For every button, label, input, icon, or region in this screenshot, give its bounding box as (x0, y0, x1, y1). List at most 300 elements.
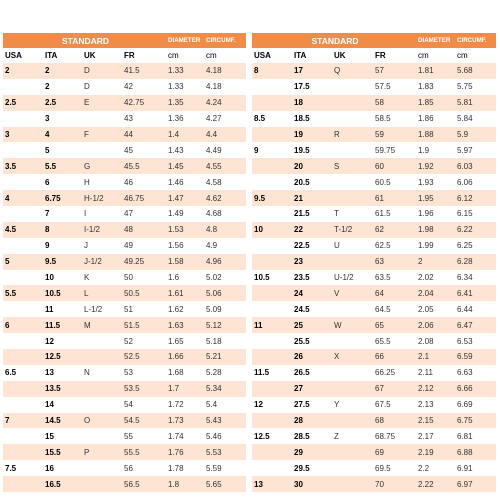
table-row (3, 254, 246, 270)
fr-size-cell: 42.75 (122, 95, 166, 111)
circumference-cm-cell: 5.4 (204, 397, 246, 413)
ita-size-cell: 25.5 (292, 333, 332, 349)
usa-size-cell (252, 460, 292, 476)
uk-size-cell (332, 95, 373, 111)
fr-size-cell: 65 (373, 317, 416, 333)
circumference-cm-cell: 6.69 (455, 397, 496, 413)
diameter-cm-cell: 1.33 (166, 79, 204, 95)
circumference-cm-cell: 4.68 (204, 206, 246, 222)
fr-size-cell: 59.75 (373, 142, 416, 158)
ita-size-cell: 3 (43, 111, 82, 127)
table-row (3, 174, 246, 190)
table-row (252, 254, 496, 270)
usa-size-cell (252, 285, 292, 301)
ita-size-cell: 27 (292, 381, 332, 397)
usa-size-cell: 3 (3, 127, 43, 143)
uk-size-cell (332, 190, 373, 206)
uk-size-cell: J (82, 238, 122, 254)
table-row (252, 333, 496, 349)
table-row (3, 349, 246, 365)
diameter-cm-cell: 1.8 (166, 476, 204, 492)
table-row (252, 413, 496, 429)
uk-size-cell: D (82, 79, 122, 95)
uk-size-cell (332, 142, 373, 158)
usa-size-cell (3, 397, 43, 413)
diameter-cm-cell: 1.73 (166, 413, 204, 429)
table-row (3, 444, 246, 460)
ita-size-cell: 15 (43, 428, 82, 444)
fr-size-cell: 66 (373, 349, 416, 365)
circumference-cm-cell: 6.34 (455, 270, 496, 286)
circumference-cm-cell: 4.62 (204, 190, 246, 206)
diameter-cm-cell: 2.02 (416, 270, 455, 286)
circumference-cm-cell: 5.46 (204, 428, 246, 444)
diameter-cm-cell: 1.35 (166, 95, 204, 111)
diameter-cm-cell: 1.4 (166, 127, 204, 143)
table-row (252, 142, 496, 158)
diameter-cm-cell: 1.46 (166, 174, 204, 190)
usa-size-cell (3, 333, 43, 349)
uk-size-cell (82, 476, 122, 492)
table-row (3, 206, 246, 222)
table-row (252, 111, 496, 127)
table-row (252, 95, 496, 111)
circumference-cm-cell: 5.06 (204, 285, 246, 301)
uk-size-cell (332, 381, 373, 397)
table-row (3, 222, 246, 238)
table-row (252, 79, 496, 95)
circumference-cm-cell: 5.84 (455, 111, 496, 127)
ita-size-cell: 2 (43, 79, 82, 95)
usa-size-cell (3, 142, 43, 158)
ita-size-cell: 19.5 (292, 142, 332, 158)
fr-size-cell: 61 (373, 190, 416, 206)
uk-size-cell: Y (332, 397, 373, 413)
circumference-cm-cell: 4.24 (204, 95, 246, 111)
uk-size-cell: N (82, 365, 122, 381)
usa-size-cell (3, 238, 43, 254)
fr-size-cell: 41.5 (122, 63, 166, 79)
circumference-cm-cell: 5.53 (204, 444, 246, 460)
circumference-cm-cell: 5.12 (204, 317, 246, 333)
usa-size-cell (252, 95, 292, 111)
usa-size-cell (3, 381, 43, 397)
uk-size-cell (82, 428, 122, 444)
usa-size-cell: 12.5 (252, 428, 292, 444)
uk-size-cell: O (82, 413, 122, 429)
usa-size-cell (252, 127, 292, 143)
diameter-cm-cell: 1.62 (166, 301, 204, 317)
ita-size-cell: 2.5 (43, 95, 82, 111)
circumference-cm-cell: 6.91 (455, 460, 496, 476)
fr-size-cell: 69.5 (373, 460, 416, 476)
usa-size-cell: 12 (252, 397, 292, 413)
circumference-cm-cell: 6.66 (455, 381, 496, 397)
uk-size-cell (82, 111, 122, 127)
fr-size-cell: 54.5 (122, 413, 166, 429)
fr-size-cell: 51 (122, 301, 166, 317)
circumference-cm-cell: 5.18 (204, 333, 246, 349)
usa-size-cell: 11 (252, 317, 292, 333)
fr-size-cell: 56.5 (122, 476, 166, 492)
diameter-cm-cell: 1.98 (416, 222, 455, 238)
diameter-cm-cell: 1.58 (166, 254, 204, 270)
table-row (252, 270, 496, 286)
ita-size-cell: 16.5 (43, 476, 82, 492)
usa-size-cell: 8.5 (252, 111, 292, 127)
ita-size-cell: 20.5 (292, 174, 332, 190)
fr-size-cell: 44 (122, 127, 166, 143)
fr-size-cell: 46.75 (122, 190, 166, 206)
uk-size-cell: J-1/2 (82, 254, 122, 270)
ita-size-cell: 14 (43, 397, 82, 413)
ita-size-cell: 24.5 (292, 301, 332, 317)
diameter-cm-cell: 1.53 (166, 222, 204, 238)
ita-size-cell: 19 (292, 127, 332, 143)
usa-size-cell (3, 428, 43, 444)
diameter-cm-cell: 1.78 (166, 460, 204, 476)
table-row (3, 301, 246, 317)
table-row (3, 79, 246, 95)
diameter-cm-cell: 1.56 (166, 238, 204, 254)
usa-size-cell: 8 (252, 63, 292, 79)
col-uk-header: UK (82, 48, 122, 63)
usa-size-cell: 7.5 (3, 460, 43, 476)
table-row (3, 333, 246, 349)
fr-size-cell: 50.5 (122, 285, 166, 301)
diameter-cm-cell: 2.15 (416, 413, 455, 429)
uk-size-cell (332, 254, 373, 270)
usa-size-cell (3, 476, 43, 492)
table-row (3, 270, 246, 286)
circumference-cm-cell: 4.8 (204, 222, 246, 238)
circumference-cm-cell: 6.28 (455, 254, 496, 270)
circumference-cm-cell: 6.53 (455, 333, 496, 349)
usa-size-cell: 9.5 (252, 190, 292, 206)
uk-size-cell: V (332, 285, 373, 301)
uk-size-cell: H-1/2 (82, 190, 122, 206)
fr-size-cell: 62 (373, 222, 416, 238)
diameter-cm-cell: 1.96 (416, 206, 455, 222)
fr-size-cell: 46 (122, 174, 166, 190)
table-row (252, 317, 496, 333)
ita-size-cell: 22.5 (292, 238, 332, 254)
table-row (252, 460, 496, 476)
circumference-cm-cell: 6.88 (455, 444, 496, 460)
uk-size-cell: S (332, 158, 373, 174)
col-fr-header: FR (373, 48, 416, 63)
circumference-cm-cell: 6.47 (455, 317, 496, 333)
uk-size-cell (332, 476, 373, 492)
circumference-cm-cell: 6.15 (455, 206, 496, 222)
usa-size-cell: 2 (3, 63, 43, 79)
circumference-header: CIRCUMF. (455, 33, 496, 48)
table-row (3, 238, 246, 254)
ita-size-cell: 20 (292, 158, 332, 174)
uk-size-cell: I (82, 206, 122, 222)
diameter-cm-cell: 2.19 (416, 444, 455, 460)
standard-header: STANDARD (3, 33, 166, 48)
usa-size-cell: 4 (3, 190, 43, 206)
size-table-left-body (3, 63, 246, 492)
diameter-cm-cell: 1.66 (166, 349, 204, 365)
usa-size-cell: 13 (252, 476, 292, 492)
usa-size-cell (3, 270, 43, 286)
fr-size-cell: 47 (122, 206, 166, 222)
ita-size-cell: 2 (43, 63, 82, 79)
circumference-cm-cell: 5.65 (204, 476, 246, 492)
uk-size-cell (332, 301, 373, 317)
fr-size-cell: 57 (373, 63, 416, 79)
ita-size-cell: 26.5 (292, 365, 332, 381)
fr-size-cell: 54 (122, 397, 166, 413)
usa-size-cell (3, 174, 43, 190)
table-header-column-row (3, 48, 246, 63)
ita-size-cell: 23 (292, 254, 332, 270)
usa-size-cell: 10.5 (252, 270, 292, 286)
fr-size-cell: 64.5 (373, 301, 416, 317)
col-diameter-unit: cm (416, 48, 455, 63)
fr-size-cell: 51.5 (122, 317, 166, 333)
table-row (252, 301, 496, 317)
table-header-group-row (3, 33, 246, 48)
table-row (252, 238, 496, 254)
circumference-cm-cell: 5.59 (204, 460, 246, 476)
usa-size-cell (252, 349, 292, 365)
table-row (3, 413, 246, 429)
uk-size-cell: T (332, 206, 373, 222)
table-row (252, 349, 496, 365)
uk-size-cell (332, 444, 373, 460)
usa-size-cell: 5 (3, 254, 43, 270)
table-row (252, 127, 496, 143)
col-ita-header: ITA (292, 48, 332, 63)
uk-size-cell (82, 397, 122, 413)
diameter-cm-cell: 1.7 (166, 381, 204, 397)
diameter-cm-cell: 2.04 (416, 285, 455, 301)
circumference-cm-cell: 4.96 (204, 254, 246, 270)
diameter-cm-cell: 2 (416, 254, 455, 270)
diameter-cm-cell: 1.99 (416, 238, 455, 254)
diameter-cm-cell: 1.68 (166, 365, 204, 381)
col-diameter-unit: cm (166, 48, 204, 63)
uk-size-cell (332, 174, 373, 190)
ita-size-cell: 18 (292, 95, 332, 111)
circumference-cm-cell: 6.25 (455, 238, 496, 254)
col-fr-header: FR (122, 48, 166, 63)
diameter-cm-cell: 2.22 (416, 476, 455, 492)
usa-size-cell: 2.5 (3, 95, 43, 111)
circumference-cm-cell: 5.97 (455, 142, 496, 158)
ita-size-cell: 11.5 (43, 317, 82, 333)
usa-size-cell (252, 79, 292, 95)
fr-size-cell: 63 (373, 254, 416, 270)
table-row (252, 397, 496, 413)
table-row (3, 460, 246, 476)
circumference-cm-cell: 5.43 (204, 413, 246, 429)
circumference-cm-cell: 4.27 (204, 111, 246, 127)
ita-size-cell: 28 (292, 413, 332, 429)
table-row (3, 365, 246, 381)
fr-size-cell: 60.5 (373, 174, 416, 190)
ita-size-cell: 27.5 (292, 397, 332, 413)
diameter-cm-cell: 2.11 (416, 365, 455, 381)
diameter-cm-cell: 1.47 (166, 190, 204, 206)
circumference-cm-cell: 5.28 (204, 365, 246, 381)
uk-size-cell: G (82, 158, 122, 174)
uk-size-cell: W (332, 317, 373, 333)
col-circumference-unit: cm (455, 48, 496, 63)
ita-size-cell: 13.5 (43, 381, 82, 397)
ita-size-cell: 17.5 (292, 79, 332, 95)
usa-size-cell (252, 158, 292, 174)
circumference-cm-cell: 5.09 (204, 301, 246, 317)
diameter-cm-cell: 1.61 (166, 285, 204, 301)
table-row (252, 158, 496, 174)
fr-size-cell: 67 (373, 381, 416, 397)
diameter-cm-cell: 1.43 (166, 142, 204, 158)
diameter-cm-cell: 1.85 (416, 95, 455, 111)
usa-size-cell: 7 (3, 413, 43, 429)
ita-size-cell: 24 (292, 285, 332, 301)
diameter-cm-cell: 1.49 (166, 206, 204, 222)
uk-size-cell (82, 333, 122, 349)
fr-size-cell: 59 (373, 127, 416, 143)
usa-size-cell (3, 349, 43, 365)
uk-size-cell (332, 460, 373, 476)
table-row (252, 381, 496, 397)
ita-size-cell: 15.5 (43, 444, 82, 460)
usa-size-cell (3, 206, 43, 222)
table-row (3, 127, 246, 143)
fr-size-cell: 70 (373, 476, 416, 492)
table-row (3, 111, 246, 127)
table-row (252, 428, 496, 444)
circumference-cm-cell: 4.58 (204, 174, 246, 190)
diameter-cm-cell: 1.36 (166, 111, 204, 127)
usa-size-cell (252, 174, 292, 190)
circumference-cm-cell: 4.9 (204, 238, 246, 254)
circumference-cm-cell: 4.4 (204, 127, 246, 143)
ita-size-cell: 25 (292, 317, 332, 333)
diameter-cm-cell: 2.08 (416, 333, 455, 349)
ita-size-cell: 29 (292, 444, 332, 460)
fr-size-cell: 42 (122, 79, 166, 95)
table-row (252, 285, 496, 301)
circumference-cm-cell: 5.75 (455, 79, 496, 95)
table-row (3, 95, 246, 111)
table-row (3, 317, 246, 333)
uk-size-cell: R (332, 127, 373, 143)
circumference-cm-cell: 6.63 (455, 365, 496, 381)
fr-size-cell: 68 (373, 413, 416, 429)
ita-size-cell: 11 (43, 301, 82, 317)
ita-size-cell: 8 (43, 222, 82, 238)
circumference-cm-cell: 6.03 (455, 158, 496, 174)
table-row (252, 444, 496, 460)
diameter-header: DIAMETER (166, 33, 204, 48)
diameter-cm-cell: 1.93 (416, 174, 455, 190)
uk-size-cell: D (82, 63, 122, 79)
fr-size-cell: 52 (122, 333, 166, 349)
diameter-cm-cell: 1.63 (166, 317, 204, 333)
ita-size-cell: 12.5 (43, 349, 82, 365)
uk-size-cell: U-1/2 (332, 270, 373, 286)
diameter-cm-cell: 1.95 (416, 190, 455, 206)
uk-size-cell: E (82, 95, 122, 111)
ita-size-cell: 9 (43, 238, 82, 254)
table-row (252, 63, 496, 79)
diameter-cm-cell: 1.65 (166, 333, 204, 349)
fr-size-cell: 45.5 (122, 158, 166, 174)
ita-size-cell: 22 (292, 222, 332, 238)
table-row (3, 397, 246, 413)
fr-size-cell: 58.5 (373, 111, 416, 127)
fr-size-cell: 66.25 (373, 365, 416, 381)
diameter-cm-cell: 2.12 (416, 381, 455, 397)
size-table-right (252, 33, 496, 492)
uk-size-cell (82, 381, 122, 397)
fr-size-cell: 50 (122, 270, 166, 286)
ita-size-cell: 18.5 (292, 111, 332, 127)
uk-size-cell (332, 413, 373, 429)
uk-size-cell: L (82, 285, 122, 301)
table-row (252, 174, 496, 190)
table-row (252, 476, 496, 492)
usa-size-cell (252, 254, 292, 270)
ita-size-cell: 26 (292, 349, 332, 365)
circumference-cm-cell: 4.55 (204, 158, 246, 174)
fr-size-cell: 69 (373, 444, 416, 460)
ita-size-cell: 23.5 (292, 270, 332, 286)
circumference-cm-cell: 5.81 (455, 95, 496, 111)
fr-size-cell: 56 (122, 460, 166, 476)
ita-size-cell: 5.5 (43, 158, 82, 174)
ita-size-cell: 28.5 (292, 428, 332, 444)
fr-size-cell: 43 (122, 111, 166, 127)
uk-size-cell: I-1/2 (82, 222, 122, 238)
fr-size-cell: 57.5 (373, 79, 416, 95)
ita-size-cell: 5 (43, 142, 82, 158)
uk-size-cell: X (332, 349, 373, 365)
uk-size-cell (332, 365, 373, 381)
table-row (252, 222, 496, 238)
usa-size-cell (252, 413, 292, 429)
ita-size-cell: 29.5 (292, 460, 332, 476)
size-table-right-body (252, 63, 496, 492)
diameter-cm-cell: 1.83 (416, 79, 455, 95)
ita-size-cell: 14.5 (43, 413, 82, 429)
circumference-cm-cell: 4.49 (204, 142, 246, 158)
circumference-cm-cell: 5.34 (204, 381, 246, 397)
uk-size-cell (332, 333, 373, 349)
size-table-left (3, 33, 246, 492)
fr-size-cell: 60 (373, 158, 416, 174)
usa-size-cell (252, 301, 292, 317)
table-row (252, 206, 496, 222)
circumference-cm-cell: 4.18 (204, 79, 246, 95)
usa-size-cell: 3.5 (3, 158, 43, 174)
diameter-cm-cell: 1.74 (166, 428, 204, 444)
ita-size-cell: 10.5 (43, 285, 82, 301)
table-row (252, 190, 496, 206)
table-header-group-row (252, 33, 496, 48)
circumference-cm-cell: 6.06 (455, 174, 496, 190)
circumference-cm-cell: 6.12 (455, 190, 496, 206)
fr-size-cell: 55.5 (122, 444, 166, 460)
fr-size-cell: 63.5 (373, 270, 416, 286)
diameter-header: DIAMETER (416, 33, 455, 48)
